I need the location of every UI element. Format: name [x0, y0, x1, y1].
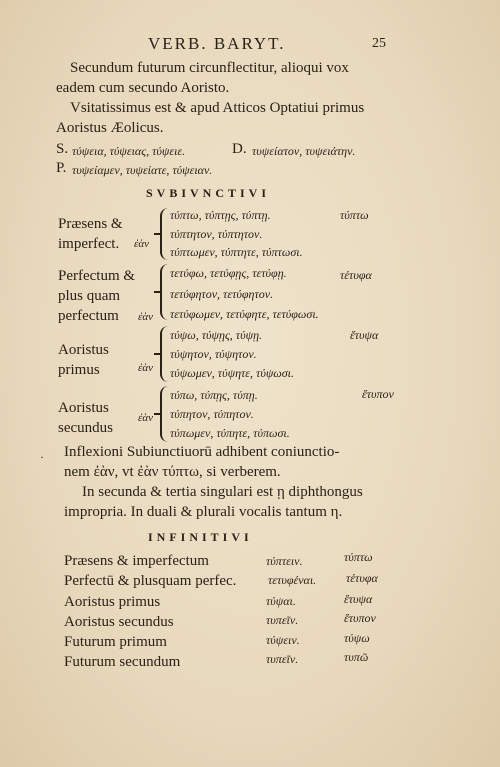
- inf-row-6-root: τυπῶ: [344, 650, 369, 664]
- subj-g1-ean: ἐὰν: [134, 238, 149, 250]
- intro-line-1: Secundum futurum circunflectitur, alioqui vox: [70, 60, 349, 76]
- inf-row-1-form: τύπτειν.: [266, 554, 303, 568]
- subj-g2-label-1: Perfectum &: [58, 268, 136, 284]
- subj-g3-ean: ἐὰν: [138, 362, 153, 374]
- inf-row-1-label: Præsens & imperfectum: [64, 553, 209, 569]
- page-number: 25: [372, 36, 386, 51]
- inf-row-2-root: τέτυφα: [346, 571, 378, 585]
- subj-g2-root: τέτυφα: [340, 268, 372, 282]
- inf-row-4-root: ἔτυπον: [344, 611, 376, 625]
- subj-g4-form-2: τύπητον, τύπητον.: [170, 407, 254, 421]
- subj-g2-label-2: plus quam: [58, 288, 121, 304]
- infinitive-heading: INFINITIVI: [148, 530, 253, 544]
- intro-line-4: Aoristus Æolicus.: [56, 120, 164, 136]
- subj-g4-brace: [160, 386, 168, 442]
- inf-row-3-root: ἔτυψα: [344, 592, 373, 606]
- subj-g4-label-2: secundus: [58, 420, 113, 436]
- note-line-2: nem ἐὰν, vt ἐὰν τύπτω, si verberem.: [64, 464, 281, 480]
- aeolic-d-label: D.: [232, 141, 247, 157]
- subj-g1-form-2: τύπτητον, τύπτητον.: [170, 227, 263, 241]
- note-line-4: impropria. In duali & plurali vocalis tantum η.: [64, 504, 343, 520]
- subj-g4-ean: ἐὰν: [138, 412, 153, 424]
- subj-g1-form-1: τύπτω, τύπτῃς, τύπτῃ.: [170, 208, 271, 222]
- subj-g4-form-3: τύπωμεν, τύπητε, τύπωσι.: [170, 426, 290, 440]
- subj-g1-brace: [160, 208, 168, 260]
- subj-g2-brace: [160, 264, 168, 320]
- subj-g3-form-2: τύψητον, τύψητον.: [170, 347, 257, 361]
- aeolic-s-forms: τύψεια, τύψειας, τύψειε.: [72, 144, 186, 158]
- margin-mark: ·: [40, 450, 44, 464]
- aeolic-p-label: P.: [56, 160, 67, 176]
- note-line-1: Inflexioni Subiunctiuorū adhibent coniunctio-: [64, 444, 340, 460]
- intro-line-2: eadem cum secundo Aoristo.: [56, 80, 230, 96]
- inf-row-6-label: Futurum secundum: [64, 654, 181, 670]
- inf-row-3-label: Aoristus primus: [64, 594, 161, 610]
- subj-g1-root: τύπτω: [340, 208, 369, 222]
- subj-g2-label-3: perfectum: [58, 308, 119, 324]
- note-line-3: In secunda & tertia singulari est ῃ diphthongus: [82, 484, 363, 500]
- intro-line-3: Vsitatissimus est & apud Atticos Optatiui primus: [70, 100, 365, 116]
- subj-g1-label-1: Præsens &: [58, 216, 123, 232]
- subj-g3-brace: [160, 326, 168, 382]
- inf-row-4-form: τυπεῖν.: [266, 613, 299, 627]
- subj-g4-form-1: τύπω, τύπῃς, τύπῃ.: [170, 388, 258, 402]
- running-header: VERB. BARYT.: [148, 34, 286, 53]
- inf-row-2-form: τετυφέναι.: [268, 573, 317, 587]
- subj-g4-root: ἔτυπον: [362, 387, 394, 401]
- inf-row-5-label: Futurum primum: [64, 634, 167, 650]
- subj-g4-label-1: Aoristus: [58, 400, 109, 416]
- aeolic-p-forms: τυψείαμεν, τυψείατε, τύψειαν.: [72, 163, 213, 177]
- inf-row-5-root: τύψω: [344, 631, 370, 645]
- inf-row-5-form: τύψειν.: [266, 633, 300, 647]
- subj-g2-ean: ἐὰν: [138, 311, 153, 323]
- inf-row-3-form: τύψαι.: [266, 594, 296, 608]
- aeolic-d-forms: τυψείατον, τυψειάτην.: [252, 144, 356, 158]
- subj-g3-label-2: primus: [58, 362, 100, 378]
- subj-g2-form-3: τετύφωμεν, τετύφητε, τετύφωσι.: [170, 307, 319, 321]
- inf-row-4-label: Aoristus secundus: [64, 614, 174, 630]
- subj-g1-form-3: τύπτωμεν, τύπτητε, τύπτωσι.: [170, 245, 303, 259]
- subj-g3-label-1: Aoristus: [58, 342, 109, 358]
- subj-g2-form-1: τετύφω, τετύφῃς, τετύφῃ.: [170, 266, 287, 280]
- subj-g1-label-2: imperfect.: [58, 236, 120, 252]
- subj-g3-form-3: τύψωμεν, τύψητε, τύψωσι.: [170, 366, 295, 380]
- subj-g3-form-1: τύψω, τύψῃς, τύψῃ.: [170, 328, 263, 342]
- inf-row-6-form: τυπεῖν.: [266, 652, 299, 666]
- aeolic-s-label: S.: [56, 141, 69, 157]
- inf-row-2-label: Perfectū & plusquam perfec.: [64, 573, 237, 589]
- subjunctive-heading: SVBIVNCTIVI: [146, 186, 271, 200]
- subj-g2-form-2: τετύφητον, τετύφητον.: [170, 287, 274, 301]
- inf-row-1-root: τύπτω: [344, 550, 373, 564]
- subj-g3-root: ἔτυψα: [350, 328, 379, 342]
